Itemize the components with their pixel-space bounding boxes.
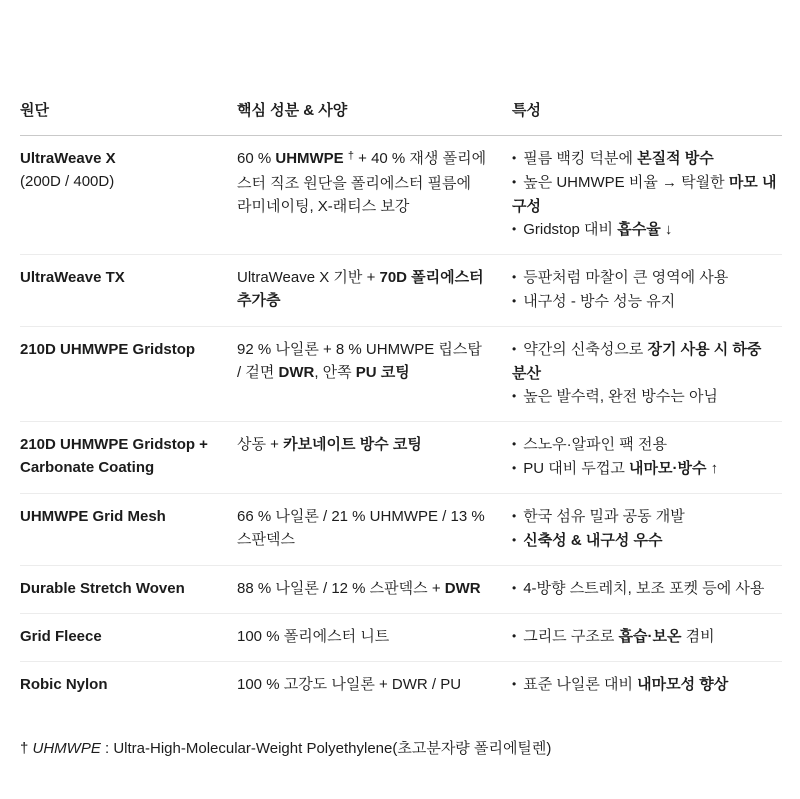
fabric-name-line: [20, 147, 221, 170]
composition-text: [237, 505, 488, 551]
feature-item: [512, 290, 778, 314]
bullet-icon: •: [512, 342, 517, 356]
fabric-name-line: [20, 170, 221, 193]
text-segment: PU 코팅: [355, 364, 410, 381]
text-segment: 높은 발수력, 완전 방수는 아님: [523, 388, 718, 405]
text-segment: Gridstop 대비: [523, 221, 618, 238]
text-segment: 스노우·알파인 팩 전용: [523, 436, 667, 453]
feature-item: [512, 171, 778, 218]
feature-text: [512, 341, 761, 382]
footnote: [20, 737, 782, 760]
text-segment: 약간의 신축성으로: [523, 341, 648, 358]
composition-text: [237, 266, 488, 312]
table-row: [20, 614, 782, 662]
feature-text: [523, 676, 728, 693]
feature-item: [512, 529, 778, 553]
bullet-icon: •: [512, 533, 517, 547]
text-segment: 신축성 & 내구성 우수: [523, 532, 663, 549]
composition-text: [237, 673, 488, 696]
feature-text: [523, 150, 714, 167]
materials-table: [20, 99, 782, 709]
fabric-name-line: [20, 433, 221, 456]
text-segment: 내마모·방수 ↑: [629, 460, 719, 477]
text-segment: 70D 폴리에스터 추가층: [237, 269, 484, 309]
text-segment: UHMWPE: [275, 150, 344, 167]
fabric-name-line: [20, 266, 221, 289]
text-segment: 100 % 폴리에스터 니트: [237, 628, 390, 645]
fabric-name-line: [20, 577, 221, 600]
composition-cell: [237, 505, 512, 553]
text-segment: 내구성 - 방수 성능 유지: [523, 293, 676, 310]
feature-item: [512, 266, 778, 290]
text-segment: †: [347, 150, 354, 162]
table-row: [20, 494, 782, 566]
text-segment: DWR: [278, 364, 315, 381]
text-segment: UHMWPE: [32, 740, 101, 757]
text-segment: 마모 내구성: [512, 174, 777, 215]
text-segment: 카보네이트 방수 코팅: [283, 436, 422, 453]
text-segment: UHMWPE Grid Mesh: [20, 508, 166, 525]
text-segment: Durable Stretch Woven: [20, 580, 185, 597]
fabric-name-cell: [20, 433, 237, 481]
feature-text: [523, 580, 764, 597]
text-segment: 본질적 방수: [637, 150, 714, 167]
bullet-icon: •: [512, 389, 517, 403]
text-segment: , 안쪽: [314, 364, 356, 381]
fabric-name-cell: [20, 147, 237, 242]
bullet-icon: •: [512, 461, 517, 475]
bullet-icon: •: [512, 509, 517, 523]
feature-item: [512, 457, 778, 481]
text-segment: 흡습·보온: [618, 628, 682, 645]
feature-item: [512, 385, 778, 409]
fabric-name-cell: [20, 577, 237, 601]
bullet-icon: •: [512, 581, 517, 595]
text-segment: †: [20, 740, 33, 757]
composition-cell: [237, 577, 512, 601]
text-segment: 표준 나일론 대비: [523, 676, 638, 693]
column-header-fabric: 원단: [20, 102, 49, 119]
feature-text: [523, 436, 667, 453]
feature-item: [512, 147, 778, 171]
table-header-row: [20, 99, 782, 136]
text-segment: UltraWeave X: [20, 150, 116, 167]
feature-text: [523, 221, 672, 238]
text-segment: Carbonate Coating: [20, 459, 155, 476]
feature-item: [512, 338, 778, 385]
features-cell: [512, 625, 782, 649]
text-segment: 한국 섬유 밀과 공동 개발: [523, 508, 685, 525]
composition-cell: [237, 433, 512, 481]
composition-cell: [237, 147, 512, 242]
text-segment: 92 % 나일론 + 8 % UHMWPE 립스탑 / 겉면: [237, 341, 482, 381]
text-segment: 겸비: [681, 628, 715, 645]
fabric-name-line: [20, 673, 221, 696]
fabric-name-line: [20, 456, 221, 479]
fabric-name-line: [20, 505, 221, 528]
feature-item: [512, 625, 778, 649]
fabric-name-cell: [20, 673, 237, 697]
table-row: [20, 566, 782, 614]
text-segment: 그리드 구조로: [523, 628, 619, 645]
text-segment: 4-방향 스트레치, 보조 포켓 등에 사용: [523, 580, 765, 597]
feature-item: [512, 673, 778, 697]
feature-text: [523, 532, 662, 549]
composition-text: [237, 577, 488, 600]
text-segment: 높은 UHMWPE 비율 → 탁월한: [523, 174, 729, 191]
bullet-icon: •: [512, 151, 517, 165]
features-cell: [512, 147, 782, 242]
feature-text: [523, 508, 685, 525]
table-row: [20, 662, 782, 709]
text-segment: 60 %: [237, 150, 276, 167]
bullet-icon: •: [512, 629, 517, 643]
text-segment: 내마모성 향상: [637, 676, 729, 693]
bullet-icon: •: [512, 677, 517, 691]
text-segment: UltraWeave X 기반 +: [237, 269, 380, 286]
column-header-features: 특성: [512, 102, 541, 119]
composition-cell: [237, 338, 512, 409]
composition-text: [237, 433, 488, 456]
composition-text: [237, 338, 488, 384]
table-body: [20, 136, 782, 709]
feature-item: [512, 577, 778, 601]
text-segment: 100 % 고강도 나일론 + DWR / PU: [237, 676, 462, 693]
text-segment: (200D / 400D): [20, 173, 115, 190]
bullet-icon: •: [512, 222, 517, 236]
fabric-name-line: [20, 625, 221, 648]
text-segment: : Ultra-High-Molecular-Weight Polyethylene(초고분자량 폴리에틸렌): [100, 740, 552, 757]
text-segment: 66 % 나일론 / 21 % UHMWPE / 13 % 스판덱스: [237, 508, 485, 548]
features-cell: [512, 433, 782, 481]
footnote-text: [20, 740, 551, 757]
features-cell: [512, 266, 782, 314]
table-row: [20, 422, 782, 494]
text-segment: 필름 백킹 덕분에: [523, 150, 638, 167]
features-cell: [512, 577, 782, 601]
text-segment: 상동 +: [237, 436, 284, 453]
text-segment: 흡수율 ↓: [617, 221, 673, 238]
fabric-name-cell: [20, 266, 237, 314]
features-cell: [512, 673, 782, 697]
composition-text: [237, 147, 488, 218]
fabric-name-cell: [20, 338, 237, 409]
feature-text: [523, 460, 718, 477]
feature-text: [523, 388, 718, 405]
bullet-icon: •: [512, 437, 517, 451]
feature-item: [512, 433, 778, 457]
fabric-name-line: [20, 338, 221, 361]
text-segment: Robic Nylon: [20, 676, 108, 693]
text-segment: + 40 % 재생 폴리에스터 직조 원단을 폴리에스터 필름에 라미네이팅, X-래티스 보강: [237, 150, 487, 215]
feature-item: [512, 218, 778, 242]
features-cell: [512, 505, 782, 553]
text-segment: 장기 사용 시 하중 분산: [512, 341, 762, 382]
column-header-composition: 핵심 성분 & 사양: [237, 102, 348, 119]
text-segment: 210D UHMWPE Gridstop: [20, 341, 196, 358]
text-segment: PU 대비 두껍고: [523, 460, 629, 477]
bullet-icon: •: [512, 294, 517, 308]
composition-text: [237, 625, 488, 648]
composition-cell: [237, 266, 512, 314]
fabric-name-cell: [20, 625, 237, 649]
composition-cell: [237, 625, 512, 649]
text-segment: 210D UHMWPE Gridstop +: [20, 436, 208, 453]
table-row: [20, 255, 782, 327]
fabric-name-cell: [20, 505, 237, 553]
text-segment: Grid Fleece: [20, 628, 102, 645]
composition-cell: [237, 673, 512, 697]
feature-text: [523, 628, 714, 645]
text-segment: 등판처럼 마찰이 큰 영역에 사용: [523, 269, 729, 286]
feature-text: [523, 269, 728, 286]
feature-text: [512, 174, 776, 215]
bullet-icon: •: [512, 175, 517, 189]
bullet-icon: •: [512, 270, 517, 284]
table-row: [20, 327, 782, 422]
text-segment: 88 % 나일론 / 12 % 스판덱스 +: [237, 580, 445, 597]
text-segment: UltraWeave TX: [20, 269, 125, 286]
text-segment: DWR: [444, 580, 481, 597]
table-row: [20, 136, 782, 255]
feature-item: [512, 505, 778, 529]
feature-text: [523, 293, 675, 310]
features-cell: [512, 338, 782, 409]
